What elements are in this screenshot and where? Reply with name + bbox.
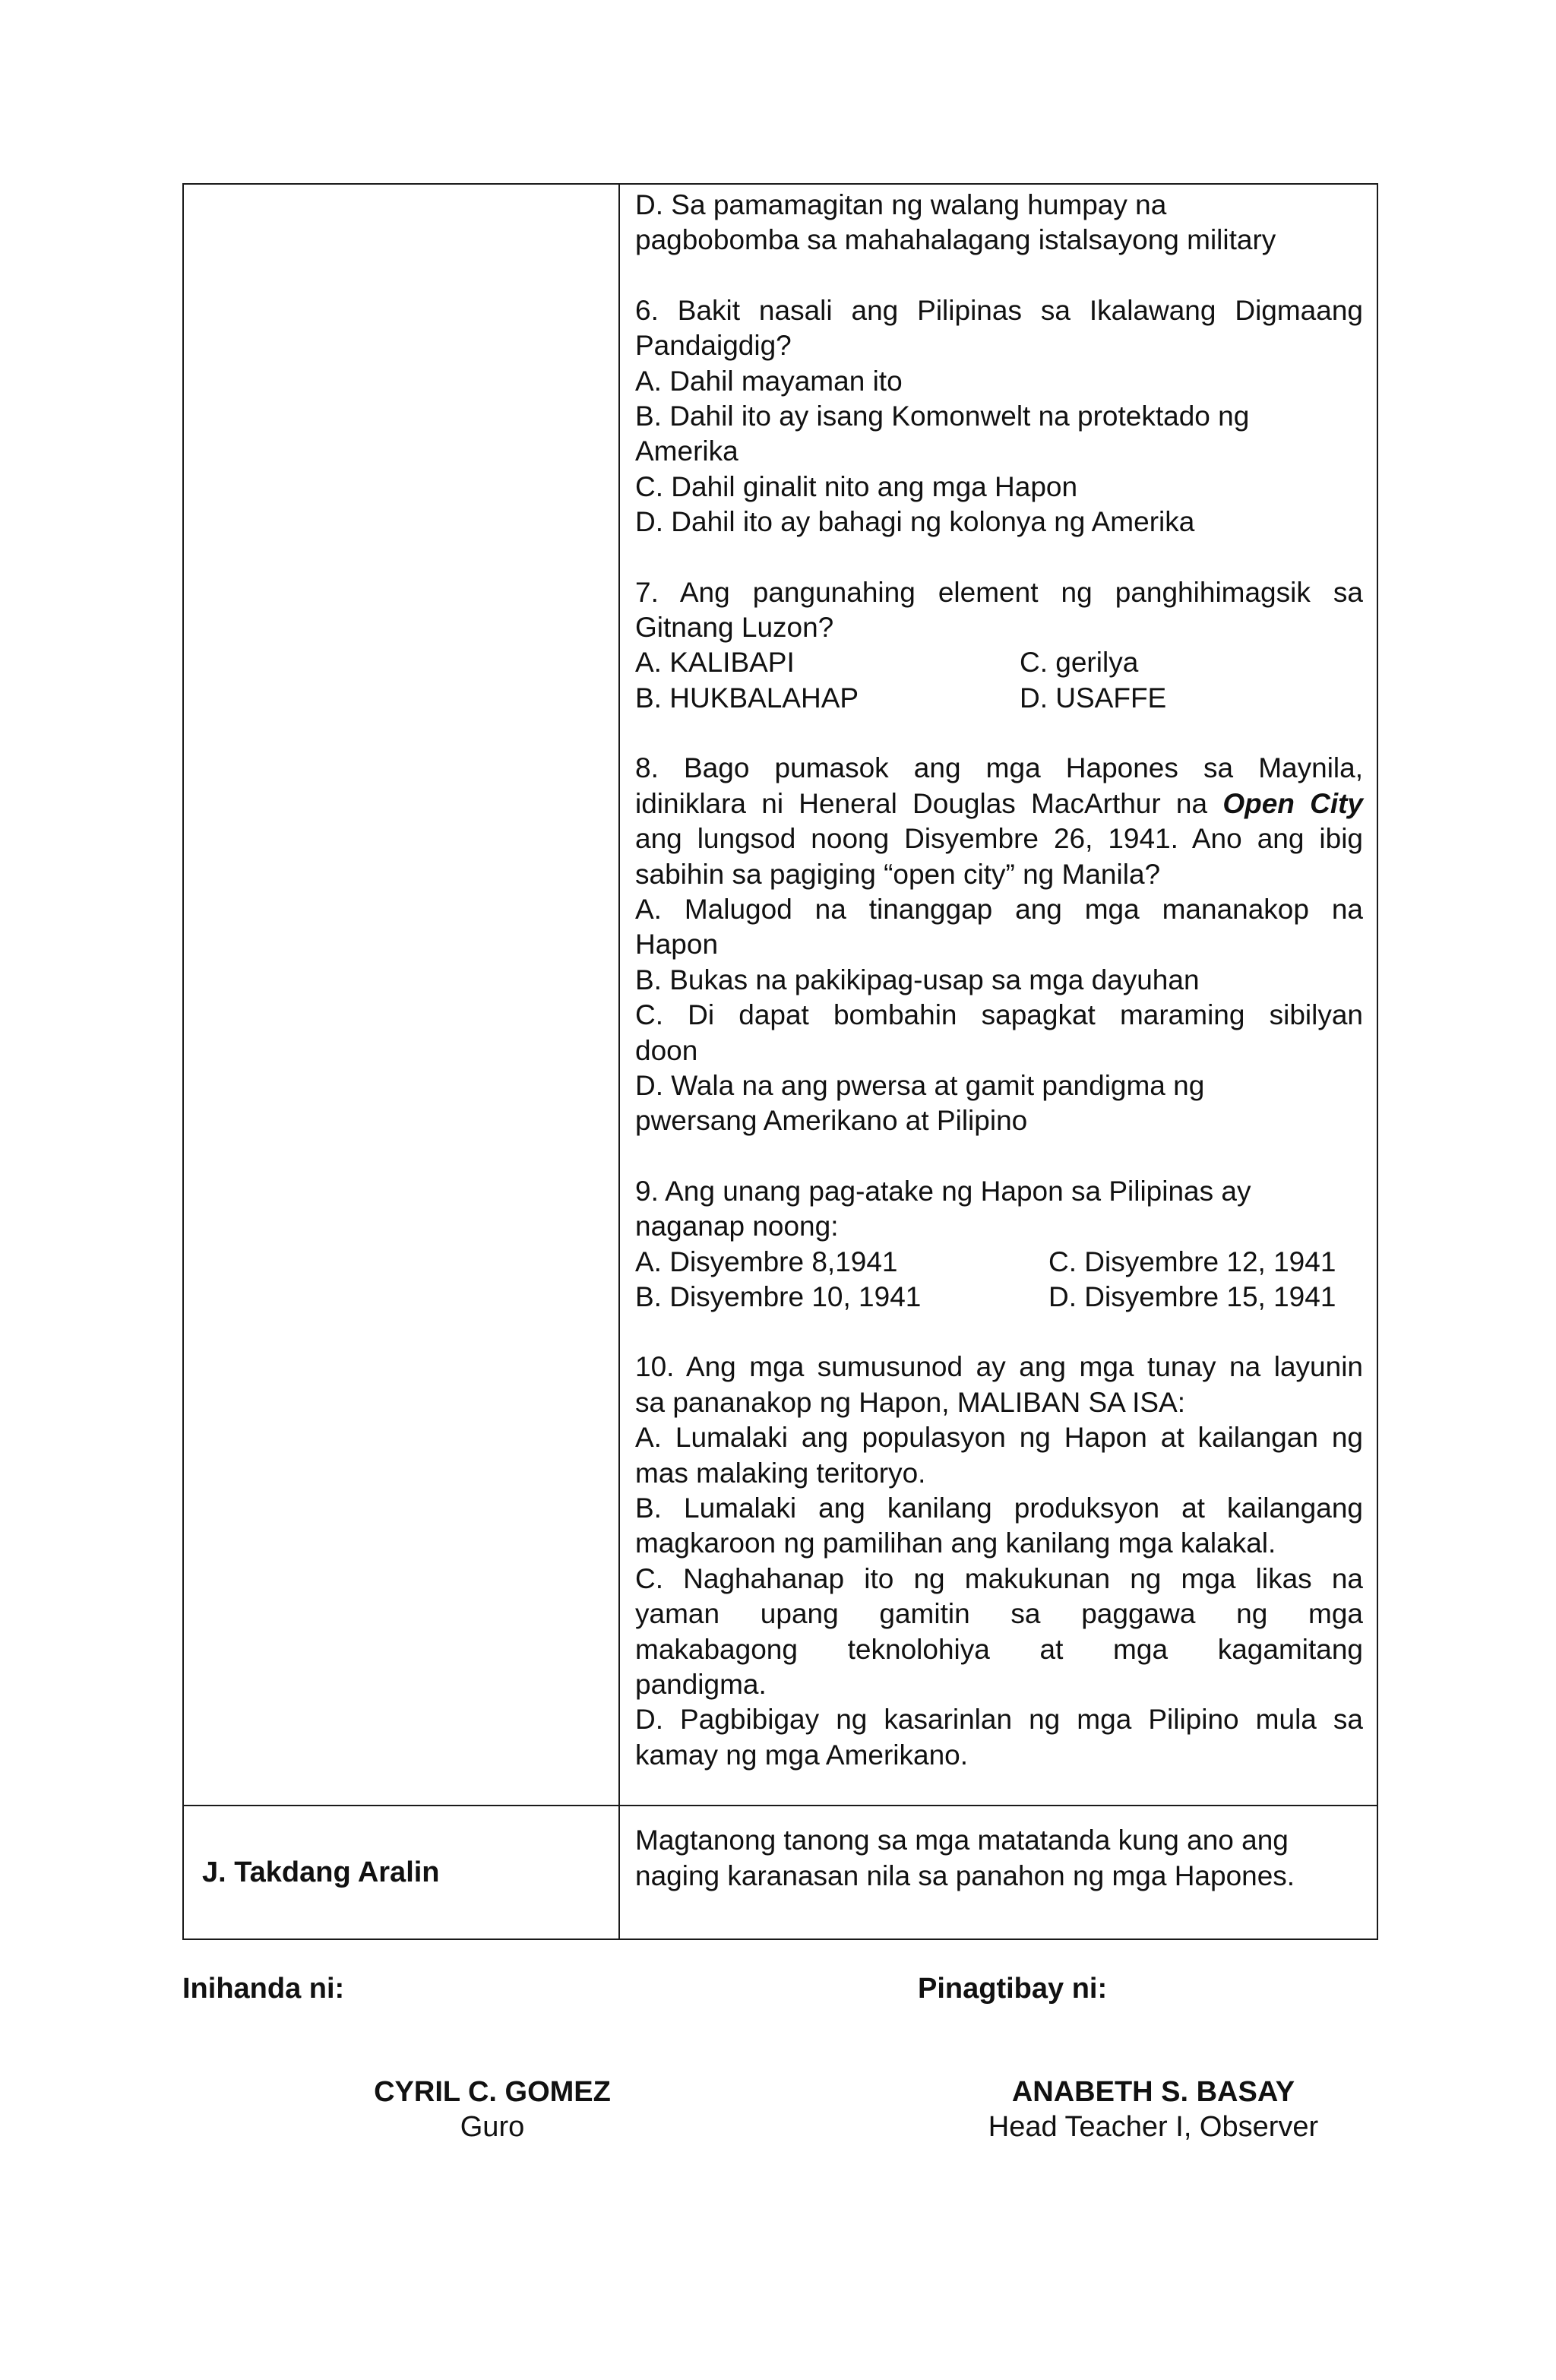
q9-options-row	[635, 1280, 1363, 1315]
prepared-by-name: CYRIL C. GOMEZ	[374, 2076, 611, 2108]
q7-stem: 7. Ang pangunahing element ng panghihimagsik sa	[635, 576, 1363, 608]
q10-line: B. Lumalaki ang kanilang produksyon at kailangang	[635, 1492, 1363, 1524]
q6-option: B. Dahil ito ay isang Komonwelt na protektado ng	[635, 400, 1250, 432]
question-5-tail	[635, 188, 1363, 258]
takdang-aralin-text	[619, 1806, 1377, 1939]
q9-stem-cont: naganap noong:	[635, 1211, 839, 1242]
q7-option-c: C. gerilya	[1020, 647, 1139, 679]
takdang-aralin-label: J. Takdang Aralin	[183, 1806, 619, 1939]
question-6	[635, 293, 1363, 540]
q8-stem: 8. Bago pumasok ang mga Hapones sa Maynila,	[635, 752, 1363, 784]
q7-option-a: A. KALIBAPI	[635, 647, 795, 679]
q8-option: D. Wala na ang pwersa at gamit pandigma ng	[635, 1069, 1205, 1101]
homework-line: naging karanasan nila sa panahon ng mga Hapones.	[635, 1859, 1295, 1891]
table-row-takdang-aralin	[183, 1806, 1377, 1939]
q8-option: pwersang Amerikano at Pilipino	[635, 1105, 1028, 1137]
lesson-plan-table	[182, 183, 1378, 1940]
q7-stem-cont: Gitnang Luzon?	[635, 612, 834, 644]
q10-line: mas malaking teritoryo.	[635, 1457, 926, 1489]
q10-line: D. Pagbibigay ng kasarinlan ng mga Pilipino mula sa	[635, 1704, 1363, 1736]
approved-by-name: ANABETH S. BASAY	[1011, 2076, 1295, 2108]
q6-option: Amerika	[635, 435, 738, 467]
q9-options-row	[635, 1245, 1363, 1280]
q7-options-row	[635, 645, 1363, 680]
q6-stem: 6. Bakit nasali ang Pilipinas sa Ikalawang Digmaang	[635, 294, 1363, 326]
prepared-by-label: Inihanda ni:	[182, 1973, 345, 2005]
q10-line: pandigma.	[635, 1669, 767, 1701]
prepared-by-title: Guro	[460, 2111, 525, 2143]
q10-line: magkaroon ng pamilihan ang kanilang mga kalakal.	[635, 1527, 1276, 1559]
approved-by-title: Head Teacher I, Observer	[988, 2111, 1319, 2143]
q6-option: A. Dahil mayaman ito	[635, 365, 903, 397]
q6-option: D. Dahil ito ay bahagi ng kolonya ng Amerika	[635, 506, 1195, 538]
q8-stem-line3: ang lungsod noong Disyembre 26, 1941. Ano ang ibig	[635, 823, 1363, 855]
q7-option-d: D. USAFFE	[1020, 682, 1167, 714]
q9-option-c: C. Disyembre 12, 1941	[1048, 1245, 1336, 1277]
q8-option: C. Di dapat bombahin sapagkat maraming sibilyan	[635, 999, 1363, 1031]
q8-option: B. Bukas na pakikipag-usap sa mga dayuhan	[635, 964, 1200, 995]
q8-open-city-emphasis: Open City	[1222, 787, 1363, 819]
q5-option-d: D. Sa pamamagitan ng walang humpay na	[635, 189, 1167, 220]
q8-stem-line4: sabihin sa pagiging “open city” ng Manila?	[635, 858, 1161, 890]
q9-option-b: B. Disyembre 10, 1941	[635, 1280, 922, 1312]
left-cell-empty	[183, 184, 619, 1806]
q10-line: makabagong teknolohiya at mga kagamitang	[635, 1633, 1363, 1665]
q9-stem: 9. Ang unang pag-atake ng Hapon sa Pilipinas ay	[635, 1175, 1251, 1207]
q7-option-b: B. HUKBALAHAP	[635, 682, 859, 714]
question-8	[635, 751, 1363, 1138]
q10-line: A. Lumalaki ang populasyon ng Hapon at kailangan ng	[635, 1422, 1363, 1454]
q8-option: doon	[635, 1034, 698, 1066]
approved-by-label: Pinagtibay ni:	[918, 1973, 1108, 2005]
q10-line: sa pananakop ng Hapon, MALIBAN SA ISA:	[635, 1386, 1186, 1418]
q10-line: 10. Ang mga sumusunod ay ang mga tunay na layunin	[635, 1351, 1363, 1383]
q6-option: C. Dahil ginalit nito ang mga Hapon	[635, 470, 1078, 502]
question-10	[635, 1350, 1363, 1773]
q9-option-d: D. Disyembre 15, 1941	[1048, 1280, 1336, 1312]
q5-option-d-cont: pagbobomba sa mahahalagang istalsayong military	[635, 224, 1276, 256]
q8-stem-text: idiniklara ni Heneral Douglas MacArthur na	[635, 787, 1223, 819]
q8-option: Hapon	[635, 929, 719, 961]
q9-option-a: A. Disyembre 8,1941	[635, 1245, 898, 1277]
question-cell	[619, 184, 1377, 1806]
homework-line: Magtanong tanong sa mga matatanda kung ano ang	[635, 1825, 1289, 1856]
q6-stem-cont: Pandaigdig?	[635, 330, 792, 362]
q8-option: A. Malugod na tinanggap ang mga mananakop na	[635, 893, 1363, 925]
q8-stem-line2	[635, 786, 1363, 821]
q7-options-row	[635, 681, 1363, 716]
table-row-assessment	[183, 184, 1377, 1806]
question-7	[635, 575, 1363, 717]
q10-line: C. Naghahanap ito ng makukunan ng mga likas na	[635, 1562, 1363, 1594]
q10-line: kamay ng mga Amerikano.	[635, 1739, 969, 1771]
q10-line: yaman upang gamitin sa paggawa ng mga	[635, 1598, 1363, 1630]
question-9	[635, 1174, 1363, 1315]
